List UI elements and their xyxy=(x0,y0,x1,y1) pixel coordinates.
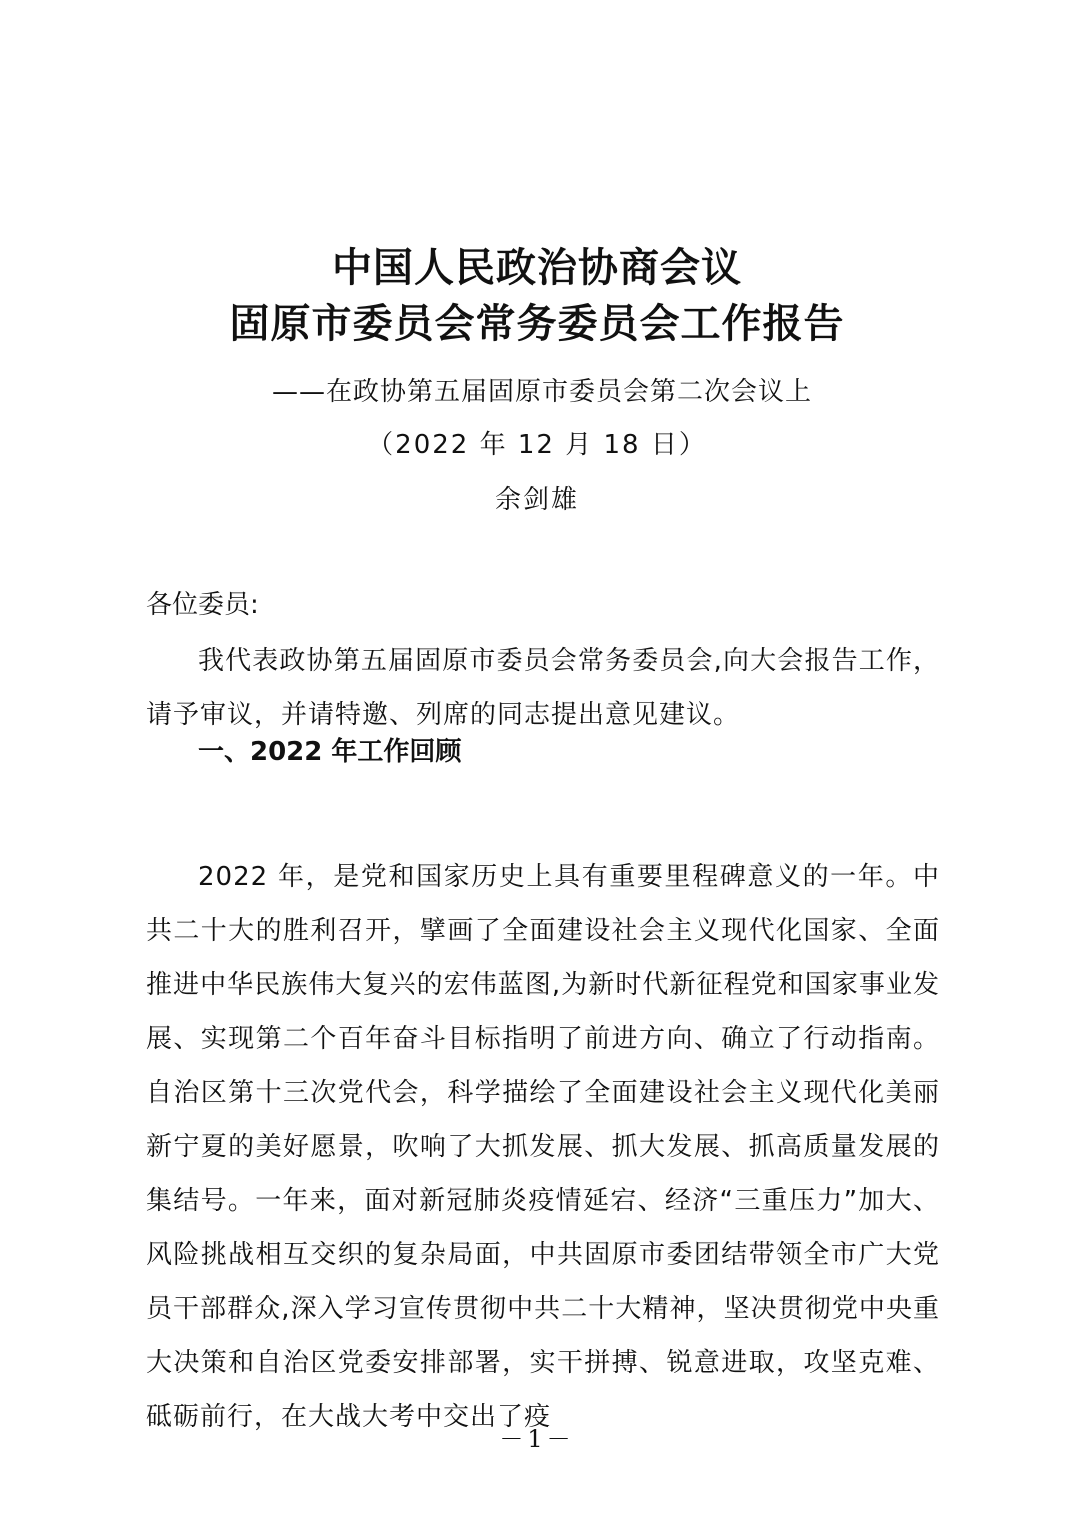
document-date: （2022 年 12 月 18 日） xyxy=(367,430,707,460)
salutation: 各位委员: xyxy=(146,590,259,620)
document-subtitle: ——在政协第五届固原市委员会第二次会议上 xyxy=(271,377,812,407)
document-title-line-2: 固原市委员会常务委员会工作报告 xyxy=(229,300,845,347)
document-title-line-1: 中国人民政治协商会议 xyxy=(332,244,742,291)
document-author: 余剑雄 xyxy=(494,485,579,515)
page-number: －1－ xyxy=(499,1425,575,1453)
section-heading: 一、2022 年工作回顾 xyxy=(198,737,462,767)
body-paragraph-2: 2022 年，是党和国家历史上具有重要里程碑意义的一年。中共二十大的胜利召开，擘画了全面建设社会主义现代化国家、全面推进中华民族伟大复兴的宏伟蓝图,为新时代新征程党和国家事业发展、实现第二个百年奋斗目标指明了前进方向、确立了行动指南。自治区第十三次党代会，科学描绘了全面建设社会主义现代化美丽新宁夏的美好愿景，吹响了大抓发展、抓大发展、抓高质量发展的集结号。一年来，面对新冠肺炎疫情延宕、经济“三重压力”加大、风险挑战相互交织的复杂局面，中共固原市委团结带领全市广大党员干部群众,深入学习宣传贯彻中共二十大精神，坚决贯彻党中央重大决策和自治区党委安排部署，实干拼搏、锐意进取，攻坚克难、砥砺前行，在大战大考中交出了疫 xyxy=(146,862,940,1432)
body-paragraph-1: 我代表政协第五届固原市委员会常务委员会,向大会报告工作，请予审议，并请特邀、列席的同志提出意见建议。 xyxy=(146,646,940,730)
